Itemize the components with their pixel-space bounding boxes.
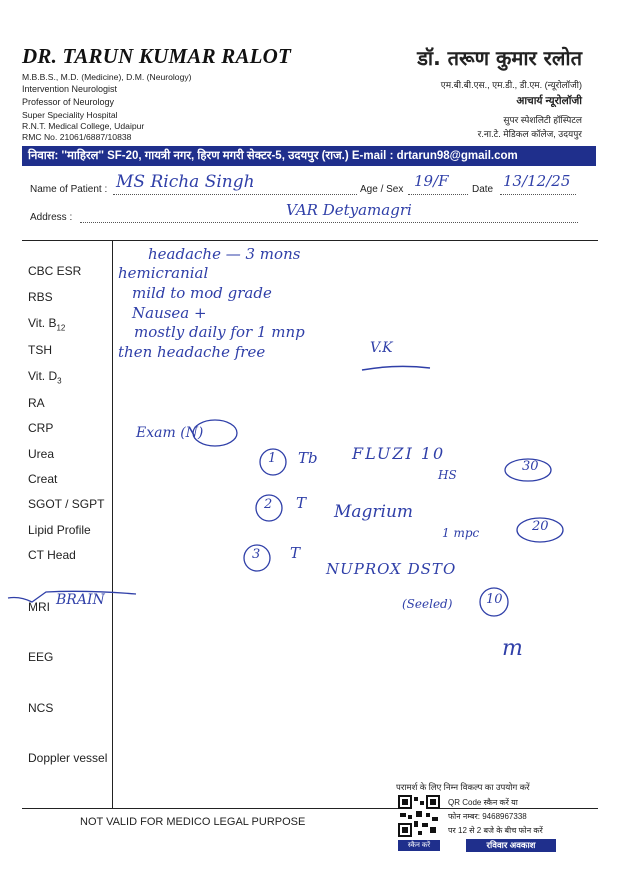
test-vit-b12	[28, 316, 65, 332]
vk-underline-mark	[360, 362, 432, 374]
qr-code[interactable]	[398, 795, 440, 837]
consult-title: परामर्श के लिए निम्न विकल्प का उपयोग करें	[396, 782, 530, 792]
credential-hi-hospital: सुपर स्पेशलिटी हॉस्पिटल	[503, 115, 582, 125]
doctor-name-en: DR. TARUN KUMAR RALOT	[22, 44, 292, 68]
credential-hospital: Super Speciality Hospital	[22, 110, 118, 120]
date-value: 13/12/25	[503, 172, 571, 190]
mri-note: BRAIN	[56, 592, 105, 608]
credential-degrees: M.B.B.S., M.D. (Medicine), D.M. (Neurology)	[22, 72, 192, 82]
scan-label: स्कैन करें	[398, 840, 440, 851]
history-line-6: then headache free	[118, 343, 266, 361]
test-vit-b-label: Vit. B	[28, 316, 57, 330]
address-label: Address :	[30, 212, 73, 223]
vit-b-subscript: 12	[56, 323, 66, 333]
history-line-5: mostly daily for 1 mnp	[134, 323, 305, 341]
mri-tick-mark	[6, 588, 140, 614]
qr-instruction: QR Code स्कैन करें या	[448, 798, 518, 807]
rx1-number: 1	[268, 451, 277, 466]
rx2-number: 2	[264, 497, 273, 512]
test-mri: MRI	[28, 600, 50, 614]
address-line	[80, 222, 578, 223]
rx1-qty: 30	[522, 459, 539, 474]
credential-hi-degrees: एम.बी.बी.एस., एम.डी., डी.एम. (न्यूरोलॉजी)	[440, 80, 582, 90]
patient-name-label: Name of Patient :	[30, 184, 108, 195]
not-valid-notice: NOT VALID FOR MEDICO LEGAL PURPOSE	[80, 816, 306, 828]
time-line: पर 12 से 2 बजे के बीच फोन करें	[448, 826, 543, 835]
rx1-drug: FLUZI 10	[352, 444, 446, 463]
rx3-form: T	[290, 544, 301, 562]
credential-role: Intervention Neurologist	[22, 84, 118, 94]
date-line	[500, 194, 576, 195]
test-ra: RA	[28, 396, 45, 410]
phone-line: फोन नम्बर: 9468967338	[448, 812, 527, 821]
vit-d-subscript: 3	[57, 376, 62, 386]
credential-rmc: RMC No. 21061/6887/10838	[22, 132, 132, 142]
rx2-qty: 20	[532, 519, 549, 534]
rx1-dose: HS	[438, 468, 457, 482]
sunday-holiday-badge: रविवार अवकाश	[466, 839, 556, 852]
test-crp: CRP	[28, 421, 54, 435]
rx1-form: Tb	[298, 449, 318, 467]
rx3-number: 3	[252, 547, 261, 562]
qr-code-icon	[398, 795, 440, 837]
test-rbs: RBS	[28, 290, 53, 304]
credential-college: R.N.T. Medical College, Udaipur	[22, 121, 145, 131]
rx3-dose: (Seeled)	[402, 597, 453, 611]
history-line-2: hemicranial	[118, 264, 209, 282]
test-cbc-esr: CBC ESR	[28, 264, 82, 278]
test-ncs: NCS	[28, 701, 54, 715]
rx2-form: T	[296, 494, 307, 512]
doctor-signature: m	[502, 636, 523, 661]
address-value: VAR Detyamagri	[286, 201, 412, 219]
test-urea: Urea	[28, 447, 55, 461]
age-sex-value: 19/F	[414, 172, 449, 190]
doctor-name-hi: डॉ. तरूण कुमार रलोत	[417, 46, 582, 70]
credential-title: Professor of Neurology	[22, 97, 115, 107]
history-line-3: mild to mod grade	[132, 284, 272, 302]
exam-note: Exam (N)	[136, 425, 204, 441]
credential-hi-title: आचार्य न्यूरोलॉजी	[516, 95, 582, 107]
vk-note: V.K	[370, 340, 393, 356]
test-creat: Creat	[28, 472, 58, 486]
patient-name-line	[113, 194, 357, 195]
bottom-rule	[22, 808, 598, 809]
test-sgot-sgpt: SGOT / SGPT	[28, 497, 105, 511]
age-sex-line	[408, 194, 468, 195]
test-eeg: EEG	[28, 650, 54, 664]
test-vit-d-label: Vit. D	[28, 369, 58, 383]
rx3-qty: 10	[486, 592, 503, 607]
date-label: Date	[472, 184, 494, 195]
age-sex-label: Age / Sex	[360, 184, 404, 195]
address-band	[22, 146, 596, 166]
rx3-drug: NUPROX DSTO	[326, 560, 457, 578]
top-rule	[22, 240, 598, 241]
vertical-rule	[112, 240, 113, 808]
exam-circle-mark	[190, 417, 240, 449]
test-doppler-vessel: Doppler vessel	[28, 751, 108, 765]
test-tsh: TSH	[28, 343, 52, 357]
history-line-1: headache — 3 mons	[148, 245, 301, 263]
test-ct-head: CT Head	[28, 548, 76, 562]
test-lipid-profile: Lipid Profile	[28, 523, 91, 537]
credential-hi-college: र.ना.टे. मेडिकल कॉलेज, उदयपुर	[477, 129, 582, 139]
history-line-4: Nausea +	[132, 304, 207, 322]
test-vit-d3	[28, 369, 62, 385]
rx2-drug: Magrium	[334, 502, 414, 522]
rx2-dose: 1 mpc	[442, 526, 480, 540]
patient-name-value: MS Richa Singh	[116, 172, 255, 192]
address-band-text: निवास: ''माहिरल'' SF-20, गायत्री नगर, हिरण मगरी सेक्टर-5, उदयपुर (राज.) E-mail : drtarun98@gmail.com	[28, 150, 518, 162]
